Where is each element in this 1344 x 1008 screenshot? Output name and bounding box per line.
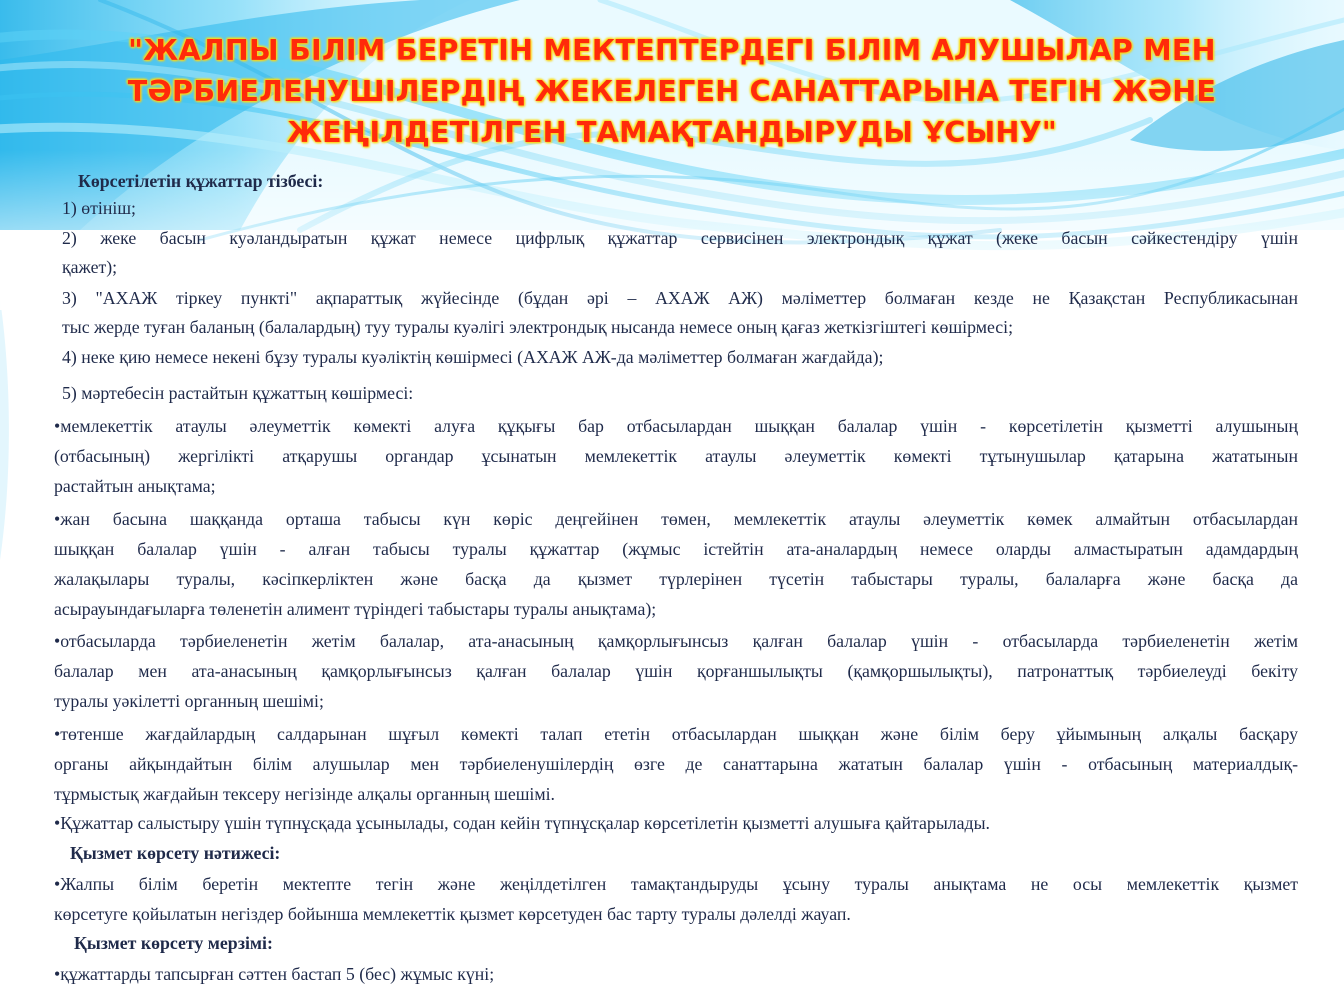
- status-bullet-2-line-3: жалақылары туралы, кәсіпкерліктен және басқа да қызмет түрлерінен түсетін табыстары туралы, балаларға және басқа да: [54, 569, 1298, 589]
- title-line-3: ЖЕҢІЛДЕТІЛГЕН ТАМАҚТАНДЫРУДЫ ҰСЫНУ": [286, 116, 1058, 149]
- status-bullet-1-line-3: растайтын анықтама;: [54, 476, 216, 496]
- status-bullet-1-line-2: (отбасының) жергілікті атқарушы органдар ұсынатын мемлекеттік атаулы әлеуметтік көмекті тұтынушылар қатарына жататынын: [54, 446, 1298, 466]
- originals-note: •Құжаттар салыстыру үшін түпнұсқада ұсынылады, содан кейін түпнұсқалар көрсетілетін қызметті алушыға қайтарылады.: [54, 813, 990, 833]
- slide-title: [90, 30, 1254, 153]
- status-bullet-4-line-2: органы айқындайтын білім алушылар мен тәрбиеленушілердің өзге де санаттарына жататын балалар үшін - отбасының материалдық-: [54, 754, 1298, 774]
- document-item-5: 5) мәртебесін растайтын құжаттың көшірмесі:: [62, 383, 414, 403]
- status-bullet-2-line-2: шыққан балалар үшін - алған табысы туралы құжаттар (жұмыс істейтін ата-аналардың немесе оларды алмастыратын адамдардың: [54, 539, 1298, 559]
- status-bullet-1-line-1: •мемлекеттік атаулы әлеуметтік көмекті алуға құқығы бар отбасылардан шыққан балалар үшін - көрсетілетін қызметті алушының: [54, 416, 1298, 436]
- status-bullet-2-line-1: •жан басына шаққанда орташа табысы күн көріс деңгейінен төмен, мемлекеттік атаулы әлеуметтік көмек алмайтын отбасылардан: [54, 509, 1298, 529]
- document-item-3-line-2: тыс жерде туған баланың (балалардың) туу туралы куәлігі электрондық нысанда немесе оның қағаз жеткізгіштегі көшірмесі;: [62, 317, 1014, 337]
- title-line-2: ТӘРБИЕЛЕНУШІЛЕРДІҢ ЖЕКЕЛЕГЕН САНАТТАРЫНА ТЕГІН ЖӘНЕ: [127, 75, 1217, 108]
- status-bullet-3-line-1: •отбасыларда тәрбиеленетін жетім балалар, ата-анасының қамқорлығынсыз қалған балалар үшін - отбасыларда тәрбиеленетін жетім: [54, 631, 1298, 651]
- document-item-2-line-1: 2) жеке басын куәландыратын құжат немесе цифрлық құжаттар сервисінен электрондық құжат (жеке басын сәйкестендіру үшін: [62, 228, 1298, 248]
- document-item-3-line-1: 3) "АХАЖ тіркеу пункті" ақпараттық жүйесінде (бұдан әрі – АХАЖ АЖ) мәліметтер болмаған кезде не Қазақстан Республикасынан: [62, 288, 1298, 308]
- result-line-2: көрсетуге қойылатын негіздер бойынша мемлекеттік қызмет көрсетуден бас тарту туралы дәлелді жауап.: [54, 904, 851, 924]
- status-bullet-3-line-3: туралы уәкілетті органның шешімі;: [54, 691, 324, 711]
- title-line-1: "ЖАЛПЫ БІЛІМ БЕРЕТІН МЕКТЕПТЕРДЕГІ БІЛІМ АЛУШЫЛАР МЕН: [128, 34, 1216, 67]
- document-item-2-line-2: қажет);: [62, 257, 118, 277]
- result-line-1: •Жалпы білім беретін мектепте тегін және жеңілдетілген тамақтандыруды ұсыну туралы анықтама не осы мемлекеттік қызмет: [54, 874, 1298, 894]
- documents-heading: Көрсетілетін құжаттар тізбесі:: [78, 171, 324, 191]
- document-item-4: 4) неке қию немесе некені бұзу туралы куәліктің көшірмесі (АХАЖ АЖ-да мәліметтер болмаған жағдайда);: [62, 347, 884, 367]
- document-item-1: 1) өтініш;: [62, 198, 136, 218]
- term-heading: Қызмет көрсету мерзімі:: [74, 933, 273, 953]
- status-bullet-4-line-3: тұрмыстық жағдайын тексеру негізінде алқалы органның шешімі.: [54, 784, 556, 804]
- status-bullet-2-line-4: асырауындағыларға төленетін алимент түріндегі табыстары туралы анықтама);: [54, 599, 657, 619]
- status-bullet-3-line-2: балалар мен ата-анасының қамқорлығынсыз қалған балалар үшін қорғаншылықты (қамқоршылықты), патронаттық тәрбиелеуді бекіту: [54, 661, 1298, 681]
- term-line-1: •құжаттарды тапсырған сәттен бастап 5 (бес) жұмыс күні;: [54, 964, 495, 984]
- status-bullet-4-line-1: •төтенше жағдайлардың салдарынан шұғыл көмекті талап ететін отбасылардан шыққан және білім беру ұйымының алқалы басқару: [54, 724, 1298, 744]
- result-heading: Қызмет көрсету нәтижесі:: [70, 843, 281, 863]
